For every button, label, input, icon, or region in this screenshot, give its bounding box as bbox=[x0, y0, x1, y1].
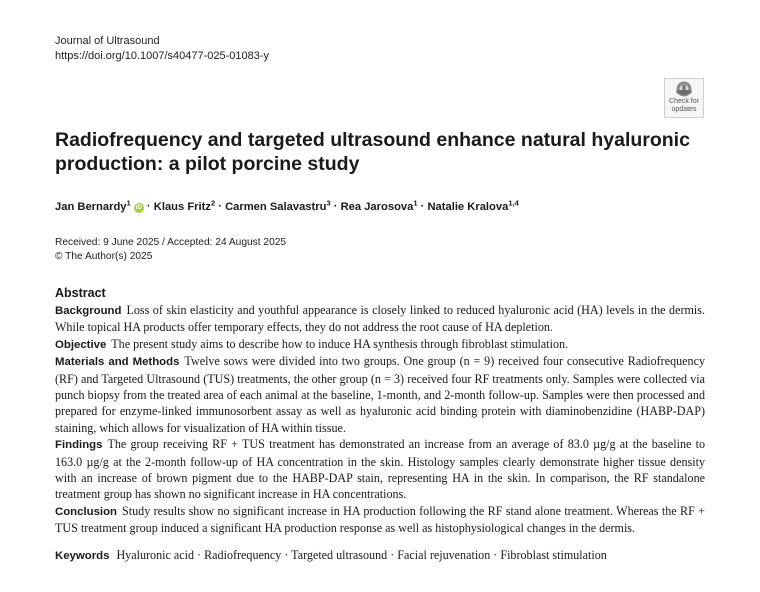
journal-name: Journal of Ultrasound bbox=[55, 35, 160, 47]
author[interactable]: Carmen Salavastru$^3$ bbox=[225, 198, 331, 213]
section-label: Findings bbox=[55, 439, 103, 452]
author-list: Jan Bernardy$^1$ iD · Klaus Fritz$^2$ · Carmen Salavastru$^3$ · Rea Jarosova$^1$ · Natalie Kralova$^{1,4}$ bbox=[55, 198, 519, 213]
section-label: Objective bbox=[55, 338, 107, 351]
section-text: Study results show no significant increase in HA production following the RF stand alone treatment. Whereas the RF + TUS treatment group induced a significant HA production response as well as histophysiological changes in the dermis. bbox=[55, 503, 705, 536]
abstract-heading: Abstract bbox=[55, 286, 106, 300]
abstract-objective bbox=[55, 336, 705, 353]
received-accepted: Received: 9 June 2025 / Accepted: 24 August 2025 bbox=[55, 237, 287, 248]
doi-link[interactable]: https://doi.org/10.1007/s40477-025-01083-y bbox=[55, 50, 270, 62]
abstract-findings bbox=[55, 436, 705, 503]
check-for-updates-badge[interactable] bbox=[664, 78, 704, 118]
journal-header bbox=[55, 34, 269, 64]
section-label: Materials and Methods bbox=[55, 356, 180, 369]
author[interactable]: Rea Jarosova$^1$ bbox=[340, 198, 418, 213]
keywords-label: Keywords bbox=[55, 550, 110, 562]
abstract-methods bbox=[55, 353, 705, 436]
keywords bbox=[55, 548, 705, 563]
publication-dates bbox=[55, 236, 286, 263]
section-text: Loss of skin elasticity and youthful appearance is closely linked to reduced hyaluronic acid (HA) levels in the dermis. While topical HA products offer temporary effects, they do not address the root cause of HA depletion. bbox=[55, 303, 705, 335]
section-text: Twelve sows were divided into two groups. One group (n = 9) received four consecutive Radiofrequency (RF) and Targeted Ultrasound (TUS) treatments, the other group (n = 3) received four RF treatments only. Samples were collected via punch biopsy from the treated area of each animal at the baseline, 1-month, and 2-month follow-up. Samples were then processed and prepared for enzyme-linked immunosorbent assay as well as hyaluronic acid binding protein with diaminobenzidine (HABP-DAP) staining, which allows for visualization of HA within tissue. bbox=[55, 354, 705, 435]
copyright: © The Author(s) 2025 bbox=[55, 250, 153, 262]
check-updates-line2: updates bbox=[671, 106, 697, 113]
keywords-text: Hyaluronic acid · Radiofrequency · Targeted ultrasound · Facial rejuvenation · Fibroblast stimulation bbox=[116, 548, 607, 562]
abstract-body bbox=[55, 302, 705, 537]
orcid-icon[interactable]: iD bbox=[135, 204, 142, 211]
author[interactable]: Klaus Fritz$^2$ bbox=[153, 198, 216, 213]
check-updates-line1: Check for bbox=[669, 98, 699, 105]
abstract-conclusion bbox=[55, 503, 705, 537]
section-text: The present study aims to describe how to induce HA synthesis through fibroblast stimulation. bbox=[111, 336, 569, 351]
paper-title: Radiofrequency and targeted ultrasound enhance natural hyaluronic production: a pilot porcine study bbox=[55, 129, 690, 175]
crossmark-icon bbox=[676, 81, 692, 97]
author[interactable]: Jan Bernardy$^1$ bbox=[55, 198, 131, 213]
section-label: Background bbox=[55, 305, 122, 317]
author[interactable]: Natalie Kralova$^{1,4}$ bbox=[427, 198, 519, 213]
section-text: The group receiving RF + TUS treatment has demonstrated an increase from an average of 83.0 µg/g at the baseline to 163.0 µg/g at the 2-month follow-up of HA concentration in the skin. Histology samples clearly demonstrate higher tissue density with an increase of brown pigment due to the HABP-DAP stain, representing HA in the skin. In comparison, the RF standalone treatment group has shown no significant increase in HA concentrations. bbox=[55, 437, 705, 502]
abstract-background bbox=[55, 302, 705, 336]
section-label: Conclusion bbox=[55, 505, 118, 518]
